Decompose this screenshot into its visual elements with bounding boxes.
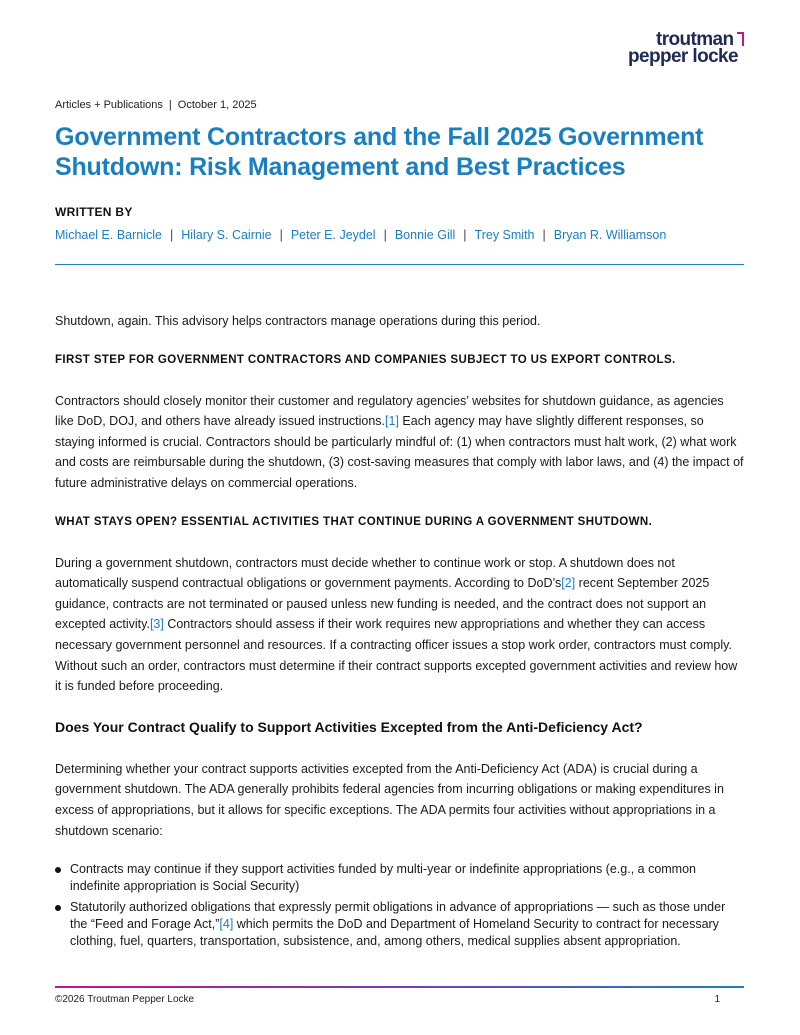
author-separator: | [170,228,174,242]
footer-divider [55,986,744,988]
footnote-link-3[interactable]: [3] [149,617,164,632]
list-item [55,899,745,950]
header-divider [55,264,744,265]
logo-mark-icon [737,32,744,46]
subsection-heading-ada: Does Your Contract Qualify to Support Activities Excepted from the Anti-Deficiency Act? [55,718,643,735]
footnote-link-4[interactable]: [4] [219,917,234,932]
logo-line-1: troutman [655,29,734,50]
paragraph-text: Each agency may have slightly different responses, so staying informed is crucial. Contractors should be particularly mindful of: (1) when contractors must halt work, (2) what work and costs are reimbursable during the shutdown, (3) cost-saving measures that comply with labor laws, and (4) the impact of future administrative delays on commercial operations. [55,414,744,490]
paragraph-text: Contractors should closely monitor their customer and regulatory agencies’ websites for shutdown guidance, as agencies like DoD, DOJ, and others have already issued instructions. [55,393,724,429]
author-separator: | [279,228,283,242]
publish-date: October 1, 2025 [177,99,257,111]
list-item-text: which permits the DoD and Department of Homeland Security to contract for necessary clothing, fuel, quarters, transportation, subsistence, and, among others, medical supplies absent appropriation. [70,917,719,949]
author-link[interactable]: Hilary S. Cairnie [181,228,272,242]
section-link[interactable]: Articles + Publications [55,99,163,111]
page-number: 1 [714,994,720,1005]
footnote-link-1[interactable]: [1] [385,414,399,429]
paragraph-text: Contractors should assess if their work requires new appropriations and whether they can access necessary government personnel and resources. If a contracting officer issues a stop work order, contractors must comply. Without such an order, contractors must determine if their contract supports excepted government activities and review how it is funded before proceeding. [55,617,738,694]
meta-separator: | [168,99,172,111]
page-title: Government Contractors and the Fall 2025 Government Shutdown: Risk Management and Best Practices [55,123,704,181]
article-body [55,311,745,954]
list-item: Contracts may continue if they support activities funded by multi-year or indefinite appropriations (e.g., a common indefinite appropriation is Social Security) [55,861,745,895]
paragraph-ada: Determining whether your contract supports activities excepted from the Anti-Deficiency Act (ADA) is crucial during a government shutdown. The ADA generally prohibits federal agencies from incurring obligations or making expenditures in excess of appropriations, but it allows for specific exceptions. The ADA permits four activities without appropriations in a shutdown scenario: [55,761,724,838]
paragraph-text: recent September 2025 guidance, contracts are not terminated or paused unless new funding is needed, and the contract does not support an excepted activity. [55,576,710,632]
paragraph-what-stays-open [55,553,745,697]
paragraph-text: During a government shutdown, contractors must decide whether to continue work or stop. A shutdown does not automatically suspend contractual obligations or government payments. According to DoD’s [55,555,675,591]
paragraph-first-step [55,391,745,494]
author-link[interactable]: Bonnie Gill [394,228,456,242]
logo-line-2: pepper locke [627,46,738,67]
author-separator: | [383,228,387,242]
section-heading-first-step: FIRST STEP FOR GOVERNMENT CONTRACTORS AND COMPANIES SUBJECT TO US EXPORT CONTROLS. [55,353,676,366]
author-link[interactable]: Bryan R. Williamson [553,228,667,242]
author-link[interactable]: Michael E. Barnicle [55,228,162,242]
list-item-text: Statutorily authorized obligations that expressly permit obligations in advance of appropriations — such as those under the “Feed and Forage Act,” [70,900,726,932]
author-link[interactable]: Trey Smith [474,228,535,242]
footer-copyright: ©2026 Troutman Pepper Locke [55,994,195,1005]
footnote-link-2[interactable]: [2] [561,576,576,591]
author-list [55,228,666,242]
intro-paragraph: Shutdown, again. This advisory helps contractors manage operations during this period. [55,314,541,328]
ada-exceptions-list [55,861,745,950]
author-separator: | [463,228,467,242]
author-separator: | [542,228,546,242]
article-meta [55,99,257,111]
written-by-label: WRITTEN BY [55,205,133,219]
section-heading-what-stays-open: WHAT STAYS OPEN? ESSENTIAL ACTIVITIES THAT CONTINUE DURING A GOVERNMENT SHUTDOWN. [55,515,653,528]
author-link[interactable]: Peter E. Jeydel [290,228,376,242]
company-logo [628,31,738,65]
